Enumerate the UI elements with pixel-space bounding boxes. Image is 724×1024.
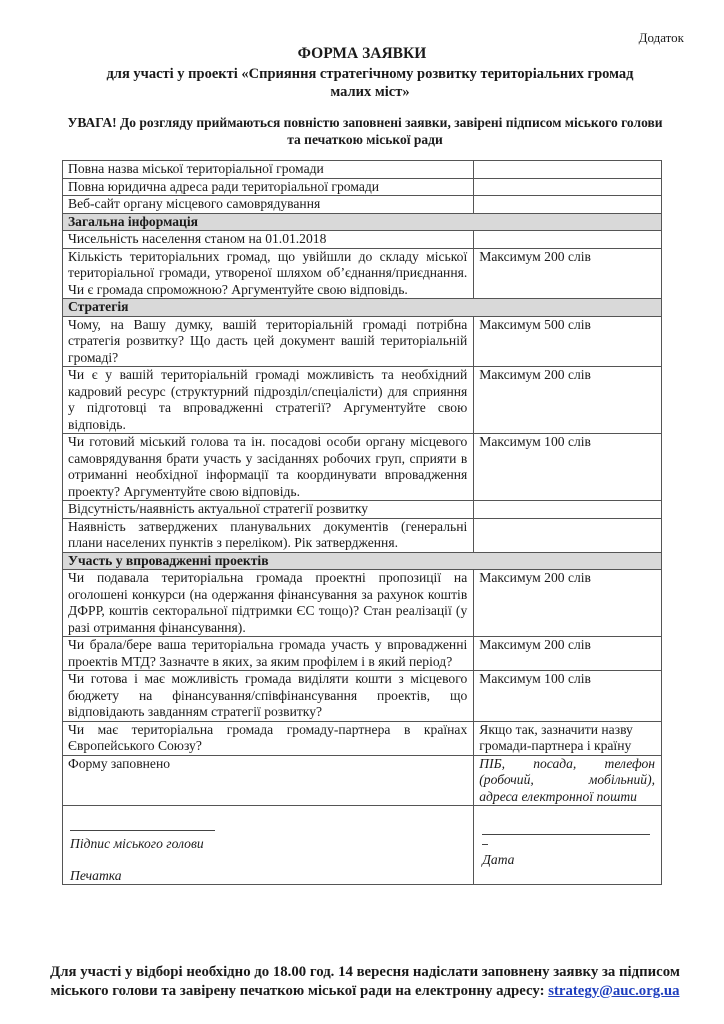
stamp-label: Печатка xyxy=(70,868,122,883)
form-footer-rows xyxy=(63,755,662,885)
annex-label: Додаток xyxy=(638,30,684,45)
contact-hint-line: ПІБ, посада, телефон xyxy=(479,755,655,771)
form-row xyxy=(63,231,662,249)
application-form-table xyxy=(62,160,662,885)
filled-by-row xyxy=(63,755,662,806)
contact-hint-line: адреса електронної пошти xyxy=(479,788,637,804)
filled-by-contact-field[interactable] xyxy=(474,755,662,806)
section-header: Участь у впровадженні проектів xyxy=(63,552,662,570)
date-field[interactable] xyxy=(474,806,662,885)
answer-field[interactable] xyxy=(474,518,662,552)
mayor-signature-label: Підпис міського голови xyxy=(70,836,204,851)
section-header-row xyxy=(63,299,662,317)
answer-field[interactable]: Максимум 100 слів xyxy=(474,434,662,501)
question-cell: Повна назва міської територіальної громади xyxy=(63,161,474,179)
form-title: ФОРМА ЗАЯВКИ xyxy=(297,45,427,62)
warning-notice: УВАГА! До розгляду приймаються повністю заповнені заявки, завірені підписом міського голови та печаткою міської ради xyxy=(67,115,663,147)
filled-by-label: Форму заповнено xyxy=(63,755,474,806)
date-dash xyxy=(482,844,488,845)
submission-text: Для участі у відборі необхідно до 18.00 год. 14 вересня надіслати заповнену заявку за підписом міського голови та завірену печаткою міської ради на електронну адресу: xyxy=(50,964,680,999)
form-row xyxy=(63,721,662,755)
form-row xyxy=(63,367,662,434)
signature-row xyxy=(63,806,662,885)
signature-line xyxy=(70,830,215,831)
form-subtitle: для участі у проекті «Сприяння стратегічному розвитку територіальних громад малих міст» xyxy=(106,66,634,100)
question-cell: Чи має територіальна громада громаду-партнера в країнах Європейського Союзу? xyxy=(63,721,474,755)
answer-field[interactable]: Максимум 200 слів xyxy=(474,637,662,671)
section-header: Загальна інформація xyxy=(63,213,662,231)
form-body xyxy=(63,161,662,756)
form-row xyxy=(63,161,662,179)
question-cell: Чи готовий міський голова та ін. посадові особи органу місцевого самоврядування брати участь у засіданнях робочих груп, сприяти в отриманні необхідної інформації та координувати впровадження проекту? Аргументуйте свою відповідь. xyxy=(63,434,474,501)
question-cell: Кількість територіальних громад, що увійшли до складу міської територіальної громади, утвореної шляхом об’єднання/приєднання. Чи є громада спроможною? Аргументуйте свою відповідь. xyxy=(63,248,474,299)
form-row xyxy=(63,501,662,519)
date-label: Дата xyxy=(482,852,515,867)
question-cell: Чи подавала територіальна громада проектні пропозиції на оголошені конкурси (на одержання фінансування за рахунок коштів ДФРР, коштів секторальної підтримки ЄС тощо)? Стан реалізації (у разі отримання фінансування). xyxy=(63,570,474,637)
answer-field[interactable]: Максимум 100 слів xyxy=(474,671,662,722)
section-header: Стратегія xyxy=(63,299,662,317)
form-row xyxy=(63,671,662,722)
form-row xyxy=(63,316,662,367)
answer-field[interactable]: Максимум 200 слів xyxy=(474,367,662,434)
question-cell: Наявність затверджених планувальних документів (генеральні плани населених пунктів з переліком). Рік затвердження. xyxy=(63,518,474,552)
mayor-signature-field[interactable] xyxy=(63,806,474,885)
question-cell: Чисельність населення станом на 01.01.2018 xyxy=(63,231,474,249)
email-link[interactable]: strategy@auc.org.ua xyxy=(548,982,680,999)
section-header-row xyxy=(63,552,662,570)
answer-field[interactable] xyxy=(474,196,662,214)
contact-hint-line: (робочий, мобільний), xyxy=(479,772,655,787)
form-row xyxy=(63,570,662,637)
form-row xyxy=(63,637,662,671)
answer-field[interactable]: Максимум 500 слів xyxy=(474,316,662,367)
answer-field[interactable]: Якщо так, зазначити назву громади-партнера і країну xyxy=(474,721,662,755)
question-cell: Веб-сайт органу місцевого самоврядування xyxy=(63,196,474,214)
date-line xyxy=(482,834,650,835)
question-cell: Чи є у вашій територіальній громаді можливість та необхідний кадровий ресурс (структурний підрозділ/спеціалісти) для сприяння у підготовці та впровадженні стратегії? Аргументуйте свою відповідь. xyxy=(63,367,474,434)
answer-field[interactable] xyxy=(474,231,662,249)
form-row xyxy=(63,196,662,214)
question-cell: Відсутність/наявність актуальної стратегії розвитку xyxy=(63,501,474,519)
form-row xyxy=(63,518,662,552)
section-header-row xyxy=(63,213,662,231)
answer-field[interactable]: Максимум 200 слів xyxy=(474,248,662,299)
answer-field[interactable]: Максимум 200 слів xyxy=(474,570,662,637)
question-cell: Чи брала/бере ваша територіальна громада участь у впровадженні проектів МТД? Зазначте в яких, за яким профілем і в який період? xyxy=(63,637,474,671)
question-cell: Повна юридична адреса ради територіальної громади xyxy=(63,178,474,196)
answer-field[interactable] xyxy=(474,501,662,519)
answer-field[interactable] xyxy=(474,178,662,196)
form-row xyxy=(63,434,662,501)
answer-field[interactable] xyxy=(474,161,662,179)
question-cell: Чому, на Вашу думку, вашій територіальній громаді потрібна стратегія розвитку? Що дасть цей документ вашій територіальній громаді? xyxy=(63,316,474,367)
submission-instructions xyxy=(40,963,690,1000)
form-row xyxy=(63,248,662,299)
question-cell: Чи готова і має можливість громада виділяти кошти з місцевого бюджету на фінансування/співфінансування проектів, що відповідають завданням стратегії розвитку? xyxy=(63,671,474,722)
form-row xyxy=(63,178,662,196)
